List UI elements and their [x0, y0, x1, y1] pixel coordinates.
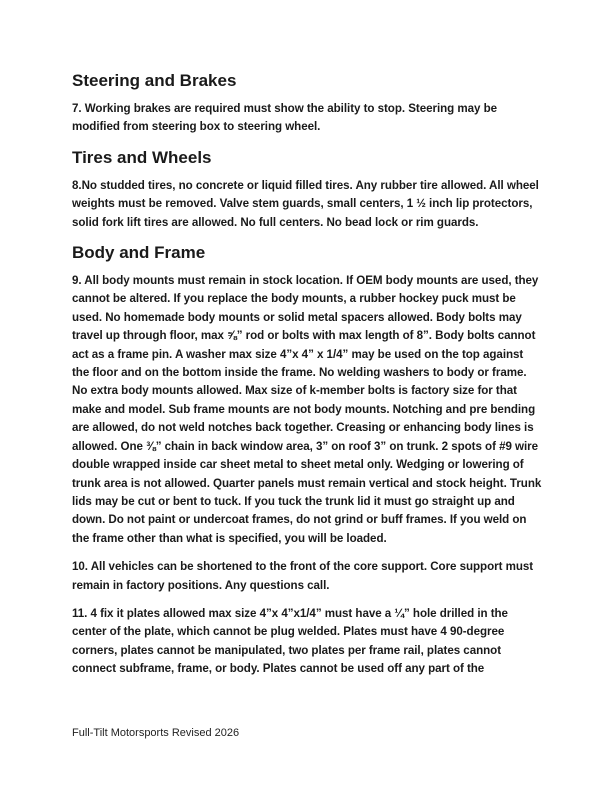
section-heading-steering-brakes: Steering and Brakes	[72, 71, 237, 90]
section-heading-body-frame: Body and Frame	[72, 243, 206, 263]
rule-9-paragraph: 9. All body mounts must remain in stock location. If OEM body mounts are used, they cannot be altered. If you replace the body mounts, a rubber hockey puck must be used. No homemade body mounts or solid metal spacers allowed. Body bolts may travel up through floor, max ⅝” rod or bolts with max length of 8”. Body bolts cannot act as a frame pin. A washer max size 4”x 4” x 1/4” may be used on the top against the floor and on the bottom inside the frame. No welding washers to body or frame. No extra body mounts allowed. Max size of k-member bolts is factory size for that make and model. Sub frame mounts are not body mounts. Notching and pre bending are allowed, do not weld notches back together. Creasing or enhancing body lines is allowed. One ⅜” chain in back window area, 3” on roof 3” on trunk. 2 spots of #9 wire double wrapped inside car sheet metal to sheet metal only. Wedging or lowering of trunk area is not allowed. Quarter panels must remain vertical and stock height. Trunk lids may be cut or bent to tuck. If you tuck the trunk lid it must go straight up and down. Do not paint or undercoat frames, do not grind or buff frames. If you weld on the frame other than what is specified, you will be loaded.	[72, 274, 542, 545]
section-heading-tires-wheels: Tires and Wheels	[72, 147, 212, 167]
rule-10-paragraph: 10. All vehicles can be shortened to the front of the core support. Core support must remain in factory positions. Any questions call.	[72, 560, 534, 592]
document-page	[72, 70, 542, 689]
rule-7-paragraph: 7. Working brakes are required must show the ability to stop. Steering may be modified from steering box to steering wheel.	[72, 102, 498, 134]
rule-8-paragraph: 8.No studded tires, no concrete or liquid filled tires. Any rubber tire allowed. All wheel weights must be removed. Valve stem guards, small centers, 1 ½ inch lip protectors, solid fork lift tires are allowed. No full centers. No bead lock or rim guards.	[72, 178, 539, 229]
page-footer: Full-Tilt Motorsports Revised 2026	[72, 727, 240, 739]
rule-11-paragraph: 11. 4 fix it plates allowed max size 4”x 4”x1/4” must have a ¼” hole drilled in the center of the plate, which cannot be plug welded. Plates must have 4 90-degree corners, plates cannot be manipulated, two plates per frame rail, plates cannot connect subframe, frame, or body. Plates cannot be used off any part of the	[72, 606, 508, 676]
